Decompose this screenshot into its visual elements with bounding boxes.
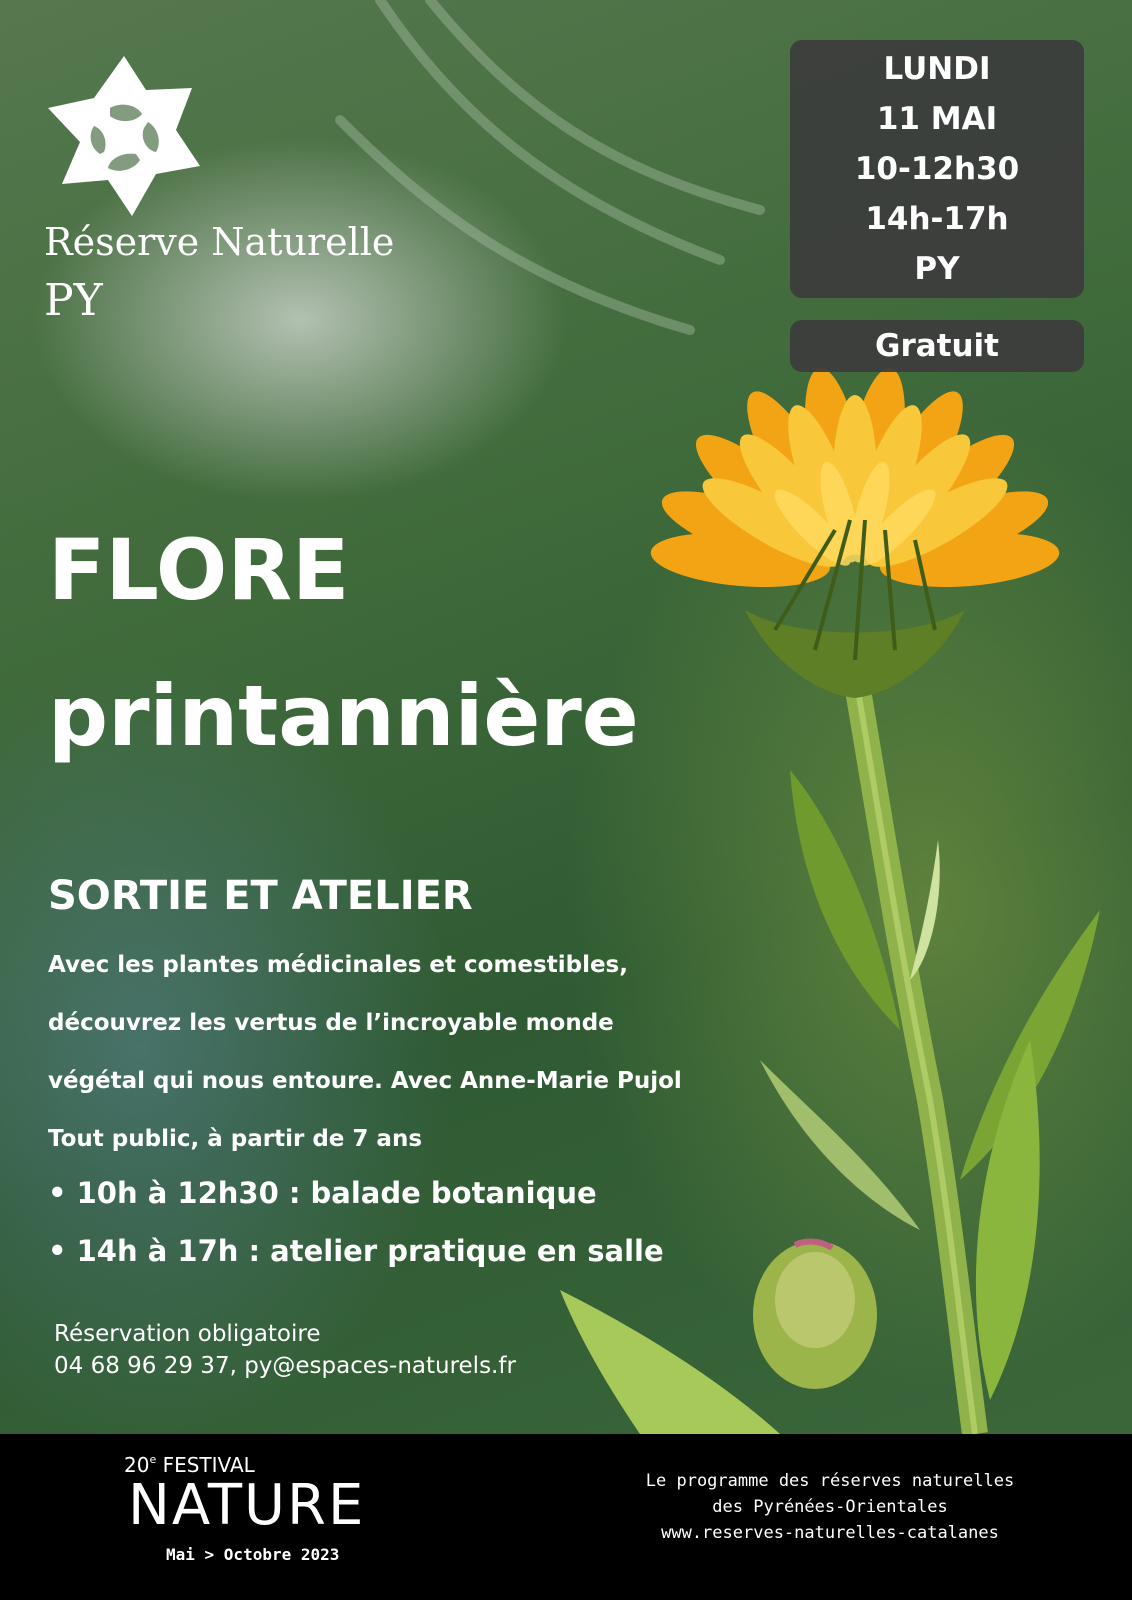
reservation-label: Réservation obligatoire	[54, 1321, 321, 1347]
reserve-logo	[44, 50, 404, 340]
event-subtitle: SORTIE ET ATELIER	[48, 873, 473, 919]
schedule-day: LUNDI	[883, 51, 991, 87]
description-line: végétal qui nous entoure. Avec Anne-Marie Pujol	[48, 1068, 682, 1094]
description-line: Avec les plantes médicinales et comestibles,	[48, 952, 628, 978]
title-line-1: FLORE	[48, 521, 350, 619]
event-description	[48, 936, 808, 1168]
reservation-info	[54, 1318, 516, 1382]
schedule-box	[790, 40, 1084, 298]
edition-suffix: e	[149, 1453, 157, 1466]
reserve-star-logo-icon	[44, 50, 204, 220]
description-line: découvrez les vertus de l’incroyable monde	[48, 1010, 614, 1036]
reserve-name: Réserve Naturelle	[44, 220, 395, 264]
price-badge: Gratuit	[790, 320, 1084, 372]
title-line-2: printannière	[48, 667, 639, 765]
footer-bar	[0, 1434, 1132, 1600]
audience-line: Tout public, à partir de 7 ans	[48, 1126, 423, 1152]
programme-info	[600, 1468, 1060, 1546]
reserve-code: PY	[44, 275, 103, 326]
schedule-location: PY	[914, 251, 960, 287]
festival-word: FESTIVAL	[162, 1453, 255, 1477]
activity-item: • 10h à 12h30 : balade botanique	[48, 1176, 597, 1210]
festival-name: NATURE	[128, 1473, 366, 1538]
reservation-contact: 04 68 96 29 37, py@espaces-naturels.fr	[54, 1353, 516, 1379]
schedule-date: 11 MAI	[876, 101, 998, 137]
activity-list	[48, 1164, 664, 1280]
schedule-afternoon-hours: 14h-17h	[865, 201, 1009, 237]
programme-line: Le programme des réserves naturelles	[645, 1471, 1015, 1491]
schedule-morning-hours: 10-12h30	[854, 151, 1020, 187]
programme-line: des Pyrénées-Orientales	[712, 1497, 948, 1517]
activity-item: • 14h à 17h : atelier pratique en salle	[48, 1234, 664, 1268]
festival-dates: Mai > Octobre 2023	[166, 1545, 340, 1564]
edition-number: 20	[124, 1453, 150, 1477]
programme-website: www.reserves-naturelles-catalanes	[661, 1523, 999, 1543]
